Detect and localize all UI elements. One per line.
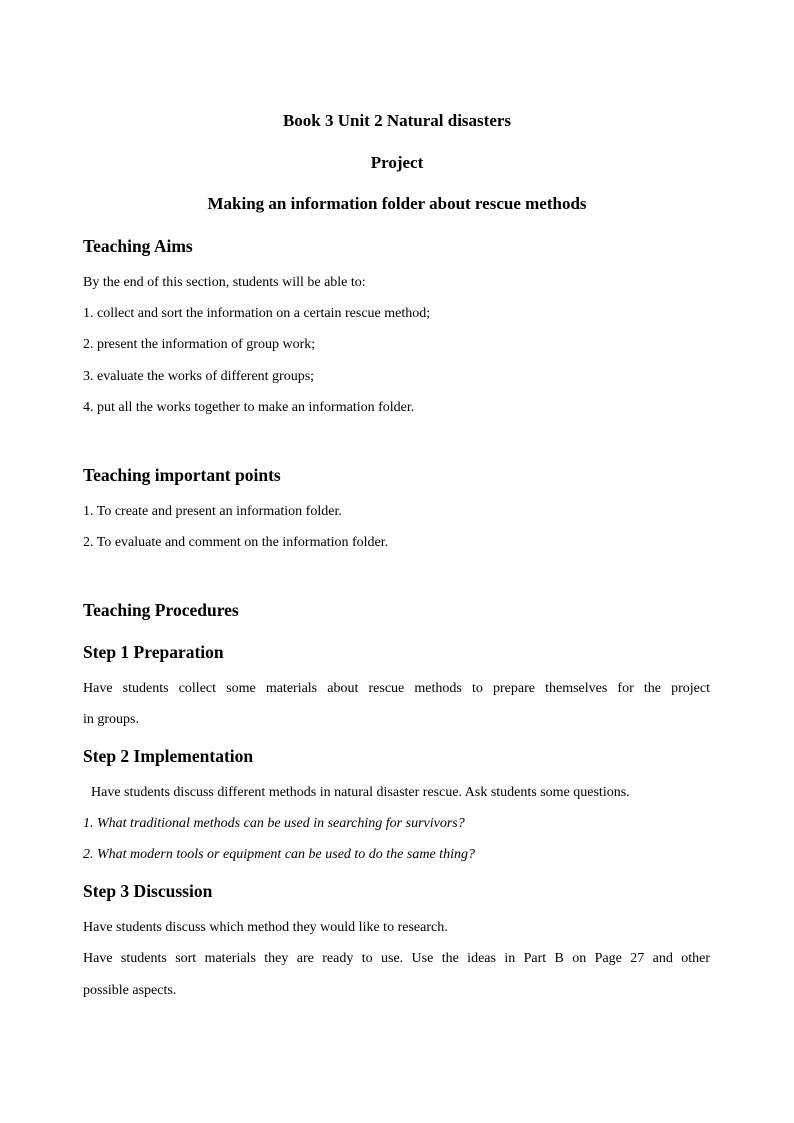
aim-item: 1. collect and sort the information on a certain rescue method;	[83, 306, 431, 321]
aim-item: 4. put all the works together to make an information folder.	[83, 400, 415, 415]
aims-intro: By the end of this section, students will be able to:	[83, 275, 366, 290]
step2-heading: Step 2 Implementation	[83, 746, 254, 766]
step1-text: Have students collect some materials about rescue methods to prepare themselves for the project	[83, 681, 710, 696]
step3-text: Have students sort materials they are ready to use. Use the ideas in Part B on Page 27 and other	[83, 951, 710, 966]
step2-question: 1. What traditional methods can be used in searching for survivors?	[83, 816, 465, 831]
step3-text-cont: possible aspects.	[83, 983, 177, 998]
important-point-item: 2. To evaluate and comment on the information folder.	[83, 535, 389, 550]
aim-item: 2. present the information of group work;	[83, 337, 316, 352]
procedures-heading: Teaching Procedures	[83, 600, 239, 620]
step3-heading: Step 3 Discussion	[83, 881, 213, 901]
teaching-aims-heading: Teaching Aims	[83, 236, 193, 256]
document-title: Book 3 Unit 2 Natural disasters	[282, 111, 512, 130]
step2-question: 2. What modern tools or equipment can be used to do the same thing?	[83, 847, 475, 862]
important-point-item: 1. To create and present an information folder.	[83, 504, 342, 519]
aim-item: 3. evaluate the works of different groups;	[83, 369, 315, 384]
document-subtitle: Project	[370, 153, 424, 172]
step2-text: Have students discuss different methods in natural disaster rescue. Ask students some questions.	[91, 785, 630, 800]
important-points-heading: Teaching important points	[83, 465, 281, 485]
step1-text-cont: in groups.	[83, 712, 139, 727]
step3-text: Have students discuss which method they would like to research.	[83, 920, 448, 935]
step1-heading: Step 1 Preparation	[83, 642, 224, 662]
lesson-topic: Making an information folder about rescue methods	[207, 194, 587, 213]
